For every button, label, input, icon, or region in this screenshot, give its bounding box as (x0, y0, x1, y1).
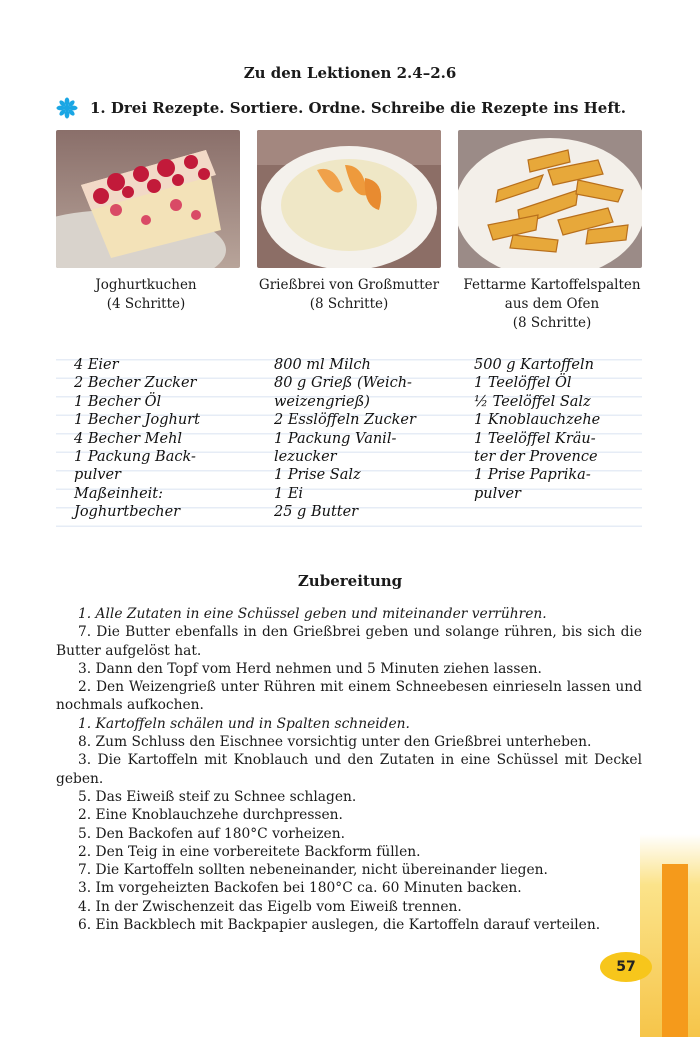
semolina-pudding-photo (257, 130, 441, 268)
step-line: 7. Die Kartoffeln sollten nebeneinander, nicht übereinander liegen. (78, 862, 548, 879)
ingredient-line: pulver (474, 485, 521, 502)
ingredient-line: 1 Prise Salz (274, 467, 361, 484)
potato-wedges-photo (458, 130, 642, 268)
recipe-name: Joghurtkuchen (95, 277, 197, 293)
ingredients-column-griessbrei (256, 342, 442, 530)
recipe-step-count: (8 Schritte) (309, 296, 389, 312)
step-line: 2. Eine Knoblauchzehe durchpressen. (78, 807, 343, 824)
ingredient-line: ½ Teelöffel Salz (474, 393, 591, 410)
step-line: 7. Die Butter ebenfalls in den Grießbrei geben und solange rühren, bis sich die Butter aufgelöst hat. (56, 624, 642, 659)
ingredient-line: 2 Esslöffeln Zucker (274, 412, 416, 429)
step-line: 3. Dann den Topf vom Herd nehmen und 5 Minuten ziehen lassen. (78, 660, 542, 677)
step-line: 8. Zum Schluss den Eischnee vorsichtig unter den Grießbrei unterheben. (78, 734, 592, 751)
step-line: 5. Das Eiweiß steif zu Schnee schlagen. (78, 788, 357, 805)
step-line: 6. Ein Backblech mit Backpapier auslegen, die Kartoffeln darauf verteilen. (78, 917, 601, 934)
ingredient-line: ter der Provence (474, 449, 598, 466)
ingredients-column-potatoes (456, 342, 642, 530)
caption-kartoffelspalten (452, 276, 652, 333)
page-number-badge (600, 952, 652, 982)
step-line: 4. In der Zwischenzeit das Eigelb vom Eiweiß trennen. (78, 898, 462, 915)
ingredient-line: 1 Teelöffel Öl (474, 375, 572, 392)
ingredient-line: 1 Prise Paprika- (474, 467, 591, 484)
recipe-step-count: (8 Schritte) (512, 315, 592, 331)
ingredient-line: 4 Becher Mehl (74, 430, 183, 447)
lesson-title: Zu den Lektionen 2.4–2.6 (243, 64, 457, 82)
ingredient-line: 1 Ei (274, 485, 304, 502)
ingredient-line: Maßeinheit: (74, 485, 164, 502)
step-line: 3. Im vorgeheizten Backofen bei 180°C ca. 60 Minuten backen. (78, 880, 522, 897)
caption-griessbrei (249, 276, 449, 333)
ingredients-column-cake (56, 342, 242, 530)
step-line: 5. Den Backofen auf 180°C vorheizen. (78, 825, 345, 842)
ingredient-line: 500 g Kartoffeln (474, 357, 594, 373)
preparation-title: Zubereitung (297, 572, 403, 590)
ingredient-line: 1 Teelöffel Kräu- (474, 430, 596, 447)
ingredient-line: 80 g Grieß (Weich- (274, 375, 412, 392)
recipe-photos (56, 130, 642, 268)
ingredient-line: 2 Becher Zucker (74, 375, 197, 392)
ingredient-line: 1 Packung Back- (74, 449, 196, 466)
ingredient-line: 1 Becher Joghurt (74, 412, 200, 429)
step-line: 2. Den Weizengrieß unter Rühren mit einem Schneebesen einrieseln lassen und nochmals aufkochen. (56, 679, 642, 714)
ingredient-line: 1 Knoblauchzehe (474, 412, 601, 429)
task-text: 1. Drei Rezepte. Sortiere. Ordne. Schreibe die Rezepte ins Heft. (90, 99, 626, 117)
ingredient-line: 1 Packung Vanil- (274, 430, 397, 447)
ingredient-line: 800 ml Milch (274, 357, 371, 373)
recipe-step-count: (4 Schritte) (106, 296, 186, 312)
cake-photo (56, 130, 240, 268)
ingredients-panel (56, 342, 642, 530)
caption-joghurtkuchen (46, 276, 246, 333)
step-line: 1. Kartoffeln schälen und in Spalten schneiden. (78, 715, 410, 732)
blue-star-icon (56, 97, 78, 119)
step-line: 2. Den Teig in eine vorbereitete Backform füllen. (78, 843, 421, 860)
task-heading (56, 97, 656, 119)
ingredient-line: Joghurtbecher (74, 504, 181, 521)
ingredient-line: pulver (74, 467, 121, 484)
ingredient-line: 25 g Butter (274, 504, 359, 521)
page-corner-decoration (640, 834, 700, 1037)
ingredient-line: lezucker (274, 449, 337, 466)
ingredient-line: 1 Becher Öl (74, 393, 162, 410)
ingredient-line: 4 Eier (74, 357, 119, 373)
ingredient-line: weizengrieß) (274, 393, 370, 410)
step-line: 1. Alle Zutaten in eine Schüssel geben und miteinander verrühren. (78, 606, 547, 622)
recipe-name: Grießbrei von Großmutter (258, 277, 440, 293)
recipe-captions (46, 276, 652, 333)
recipe-name: Fettarme Kartoffelspalten aus dem Ofen (463, 277, 641, 312)
preparation-steps (56, 605, 642, 934)
page-number: 57 (616, 959, 636, 975)
step-line: 3. Die Kartoffeln mit Knoblauch und den Zutaten in eine Schüssel mit Deckel geben. (56, 752, 642, 787)
